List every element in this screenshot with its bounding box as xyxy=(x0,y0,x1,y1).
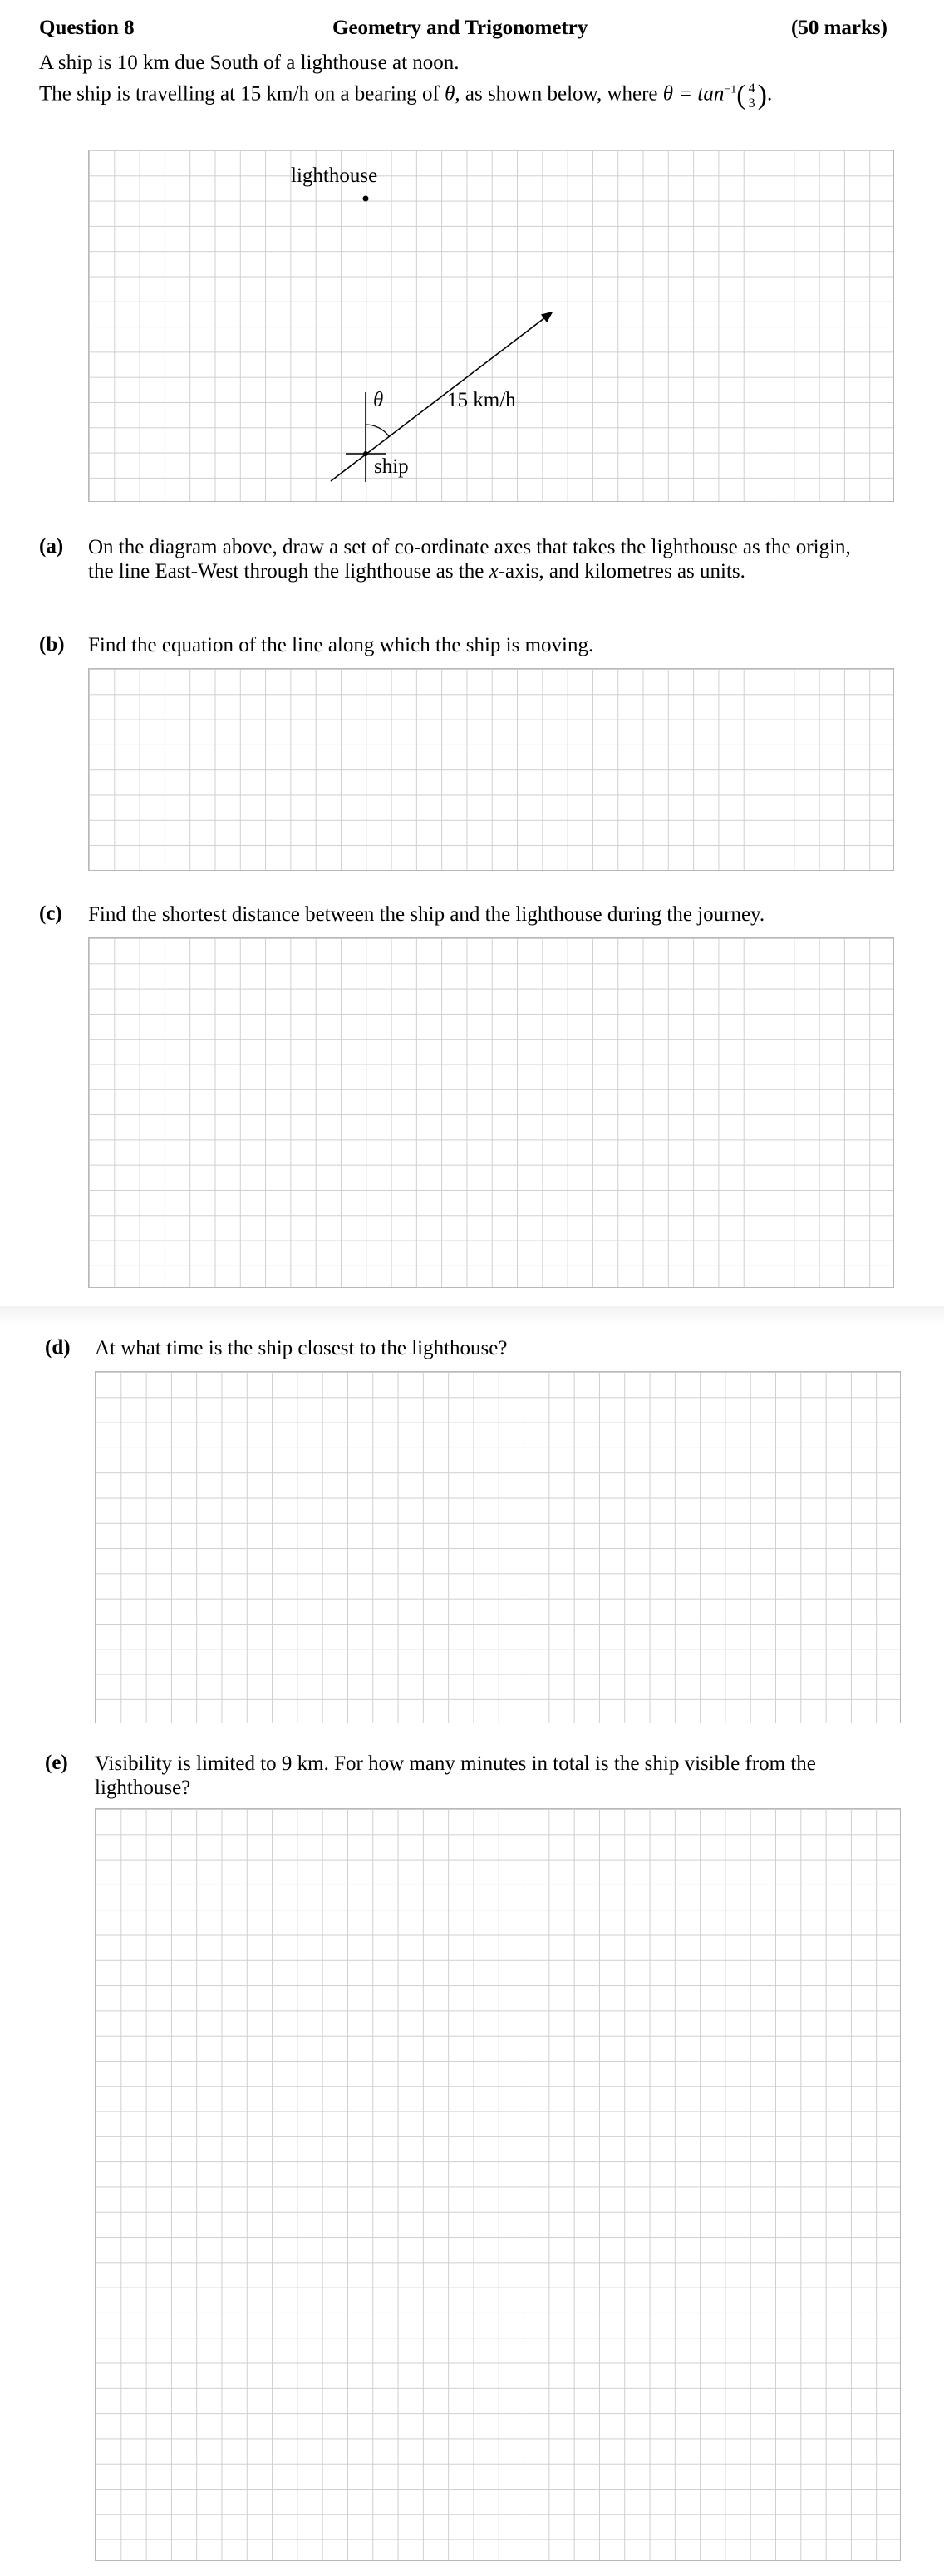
part-a-text-2-post: -axis, and kilometres as units. xyxy=(498,560,745,583)
part-e-text-1: Visibility is limited to 9 km. For how many minutes in total is the ship visible from the xyxy=(95,1753,816,1775)
part-c-answer-grid[interactable] xyxy=(88,937,894,1288)
ship-label: ship xyxy=(374,455,409,478)
question-marks: (50 marks) xyxy=(791,17,887,39)
part-a-text-2 xyxy=(88,559,745,583)
ship-diagram xyxy=(88,150,894,502)
page-break-shadow xyxy=(0,1306,944,1325)
x-axis-italic: x xyxy=(489,560,499,583)
right-paren: ) xyxy=(757,80,767,111)
part-e-answer-grid[interactable] xyxy=(95,1808,901,2561)
part-d-label: (d) xyxy=(45,1336,71,1359)
intro-line-1: A ship is 10 km due South of a lighthouse at noon. xyxy=(39,52,460,74)
question-topic: Geometry and Trigonometry xyxy=(332,17,588,39)
part-a-label: (a) xyxy=(39,535,64,558)
intro-line-2 xyxy=(39,80,772,111)
ship-path-arrow xyxy=(331,312,552,481)
part-e-text-2: lighthouse? xyxy=(95,1777,191,1799)
lighthouse-label: lighthouse xyxy=(291,165,378,187)
part-a-text-1: On the diagram above, draw a set of co-ordinate axes that takes the lighthouse as the origin, xyxy=(88,536,851,558)
question-number: Question 8 xyxy=(39,17,135,39)
theta-symbol: θ xyxy=(445,82,455,106)
fraction xyxy=(747,81,757,111)
inverse-superscript: −1 xyxy=(724,83,737,96)
part-c-text: Find the shortest distance between the ship and the lighthouse during the journey. xyxy=(88,903,765,926)
part-b-text: Find the equation of the line along which the ship is moving. xyxy=(88,634,594,656)
part-b-label: (b) xyxy=(39,633,65,656)
speed-label: 15 km/h xyxy=(447,389,516,411)
fraction-denominator: 3 xyxy=(748,96,755,111)
lighthouse-dot xyxy=(363,196,369,202)
bearing-angle-arc xyxy=(366,425,389,436)
left-paren: ( xyxy=(736,80,746,111)
intro-line-2-end: . xyxy=(766,82,773,106)
angle-theta-label: θ xyxy=(373,389,384,411)
part-b-answer-grid[interactable] xyxy=(88,668,894,871)
ship-dot xyxy=(363,451,368,456)
part-d-answer-grid[interactable] xyxy=(95,1371,901,1723)
theta-equation: θ = tan xyxy=(662,82,725,106)
intro-line-2-mid: , as shown below, where xyxy=(455,82,663,106)
part-e-label: (e) xyxy=(45,1752,68,1774)
part-d-text: At what time is the ship closest to the lighthouse? xyxy=(95,1337,508,1359)
part-c-label: (c) xyxy=(39,902,62,925)
part-a-text-2-pre: the line East-West through the lighthouse as the xyxy=(88,560,489,583)
fraction-numerator: 4 xyxy=(748,81,755,96)
intro-line-2-pre: The ship is travelling at 15 km/h on a bearing of xyxy=(39,82,445,106)
